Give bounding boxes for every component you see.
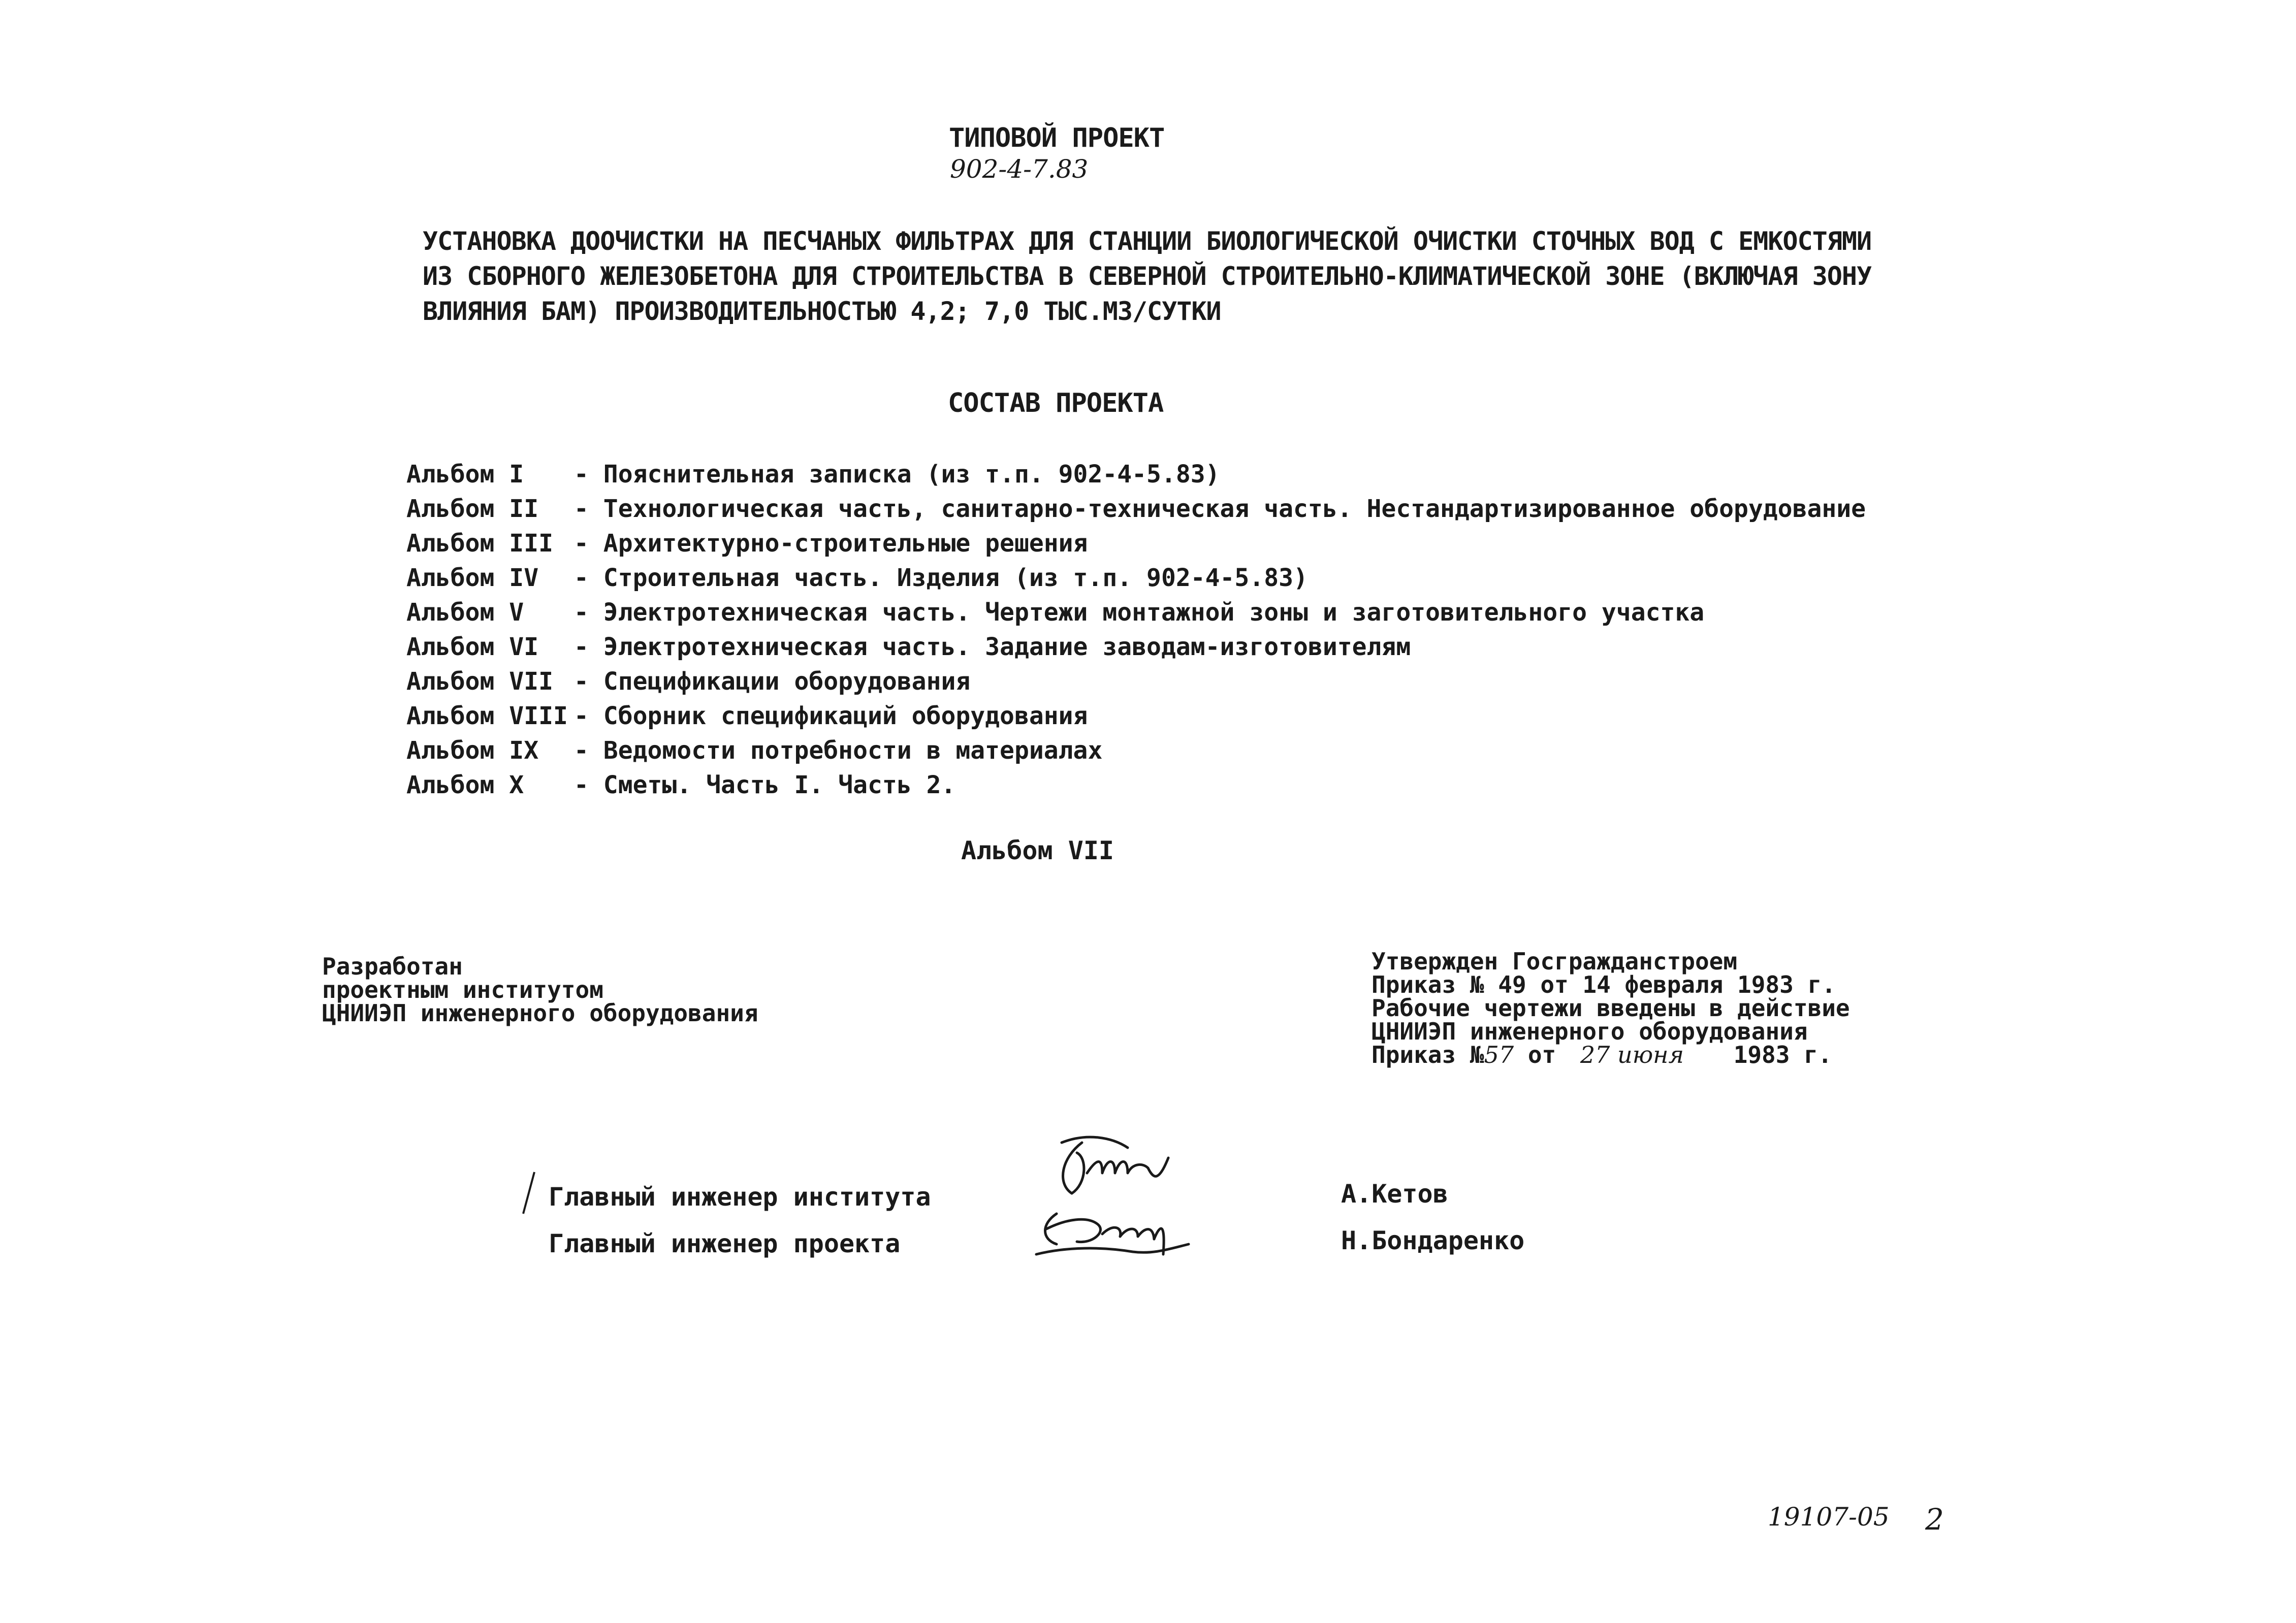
album-desc: - Ведомости потребности в материалах — [574, 736, 1103, 765]
album-desc: - Электротехническая часть. Задание заводам-изготовителям — [574, 633, 1411, 661]
approval-line-1: Утвержден Госгражданстроем — [1372, 948, 1738, 975]
album-desc: - Сборник спецификаций оборудования — [574, 702, 1088, 730]
album-label: Альбом IX — [406, 736, 539, 765]
title-line-2: ИЗ СБОРНОГО ЖЕЛЕЗОБЕТОНА ДЛЯ СТРОИТЕЛЬСТВА В СЕВЕРНОЙ СТРОИТЕЛЬНО-КЛИМАТИЧЕСКОЙ ЗОНЕ (ВКЛЮЧАЯ ЗОНУ — [423, 262, 1872, 291]
album-label: Альбом II — [406, 495, 539, 523]
title-line-1: УСТАНОВКА ДООЧИСТКИ НА ПЕСЧАНЫХ ФИЛЬТРАХ ДЛЯ СТАНЦИИ БИОЛОГИЧЕСКОЙ ОЧИСТКИ СТОЧНЫХ ВОД С ЕМКОСТЯМИ — [423, 226, 1872, 256]
section-heading: СОСТАВ ПРОЕКТА — [948, 388, 1164, 418]
album-desc: - Технологическая часть, санитарно-техническая часть. Нестандартизированное оборудование — [574, 495, 1866, 523]
album-label: Альбом X — [406, 771, 524, 799]
album-label: Альбом I — [406, 460, 524, 489]
album-desc: - Сметы. Часть I. Часть 2. — [574, 771, 956, 799]
album-label: Альбом VII — [406, 667, 553, 696]
signatory-role-1: Главный инженер института — [549, 1182, 931, 1212]
album-desc: - Пояснительная записка (из т.п. 902-4-5.83) — [574, 460, 1220, 489]
page-number: 2 — [1925, 1502, 1944, 1537]
project-number: 902-4-7.83 — [950, 154, 1089, 184]
album-desc: - Электротехническая часть. Чертежи монтажной зоны и заготовительного участка — [574, 598, 1705, 627]
approval-line-2: Приказ № 49 от 14 февраля 1983 г. — [1372, 971, 1836, 998]
current-album: Альбом VII — [961, 836, 1114, 865]
developer-line-3: ЦНИИЭП инженерного оборудования — [322, 999, 758, 1027]
order-date: 27 июня — [1580, 1041, 1684, 1068]
approval-line-4: ЦНИИЭП инженерного оборудования — [1372, 1018, 1808, 1045]
project-type-heading: ТИПОВОЙ ПРОЕКТ — [949, 123, 1165, 153]
album-label: Альбом III — [406, 529, 553, 558]
handwritten-signatures — [1026, 1127, 1209, 1280]
album-label: Альбом V — [406, 598, 524, 627]
album-desc: - Архитектурно-строительные решения — [574, 529, 1088, 558]
signatory-name-1: А.Кетов — [1341, 1179, 1448, 1209]
approval-line-5 — [1372, 1043, 1832, 1066]
developer-line-2: проектным институтом — [322, 976, 603, 1003]
album-desc: - Строительная часть. Изделия (из т.п. 902-4-5.83) — [574, 564, 1308, 592]
tick-mark-icon — [519, 1168, 539, 1219]
order-number: 57 — [1484, 1041, 1514, 1068]
album-label: Альбом VIII — [406, 702, 568, 730]
order-from: от — [1527, 1041, 1556, 1068]
developer-line-1: Разработан — [322, 953, 463, 980]
approval-line-3: Рабочие чертежи введены в действие — [1372, 994, 1850, 1022]
signatory-role-2: Главный инженер проекта — [549, 1229, 901, 1258]
album-label: Альбом IV — [406, 564, 539, 592]
footer-code: 19107-05 — [1768, 1502, 1890, 1532]
title-line-3: ВЛИЯНИЯ БАМ) ПРОИЗВОДИТЕЛЬНОСТЬЮ 4,2; 7,0 ТЫС.М3/СУТКИ — [423, 297, 1221, 326]
album-desc: - Спецификации оборудования — [574, 667, 971, 696]
order-year: 1983 г. — [1733, 1041, 1832, 1068]
order-prefix: Приказ № — [1372, 1041, 1484, 1068]
album-label: Альбом VI — [406, 633, 539, 661]
signatory-name-2: Н.Бондаренко — [1341, 1226, 1525, 1255]
